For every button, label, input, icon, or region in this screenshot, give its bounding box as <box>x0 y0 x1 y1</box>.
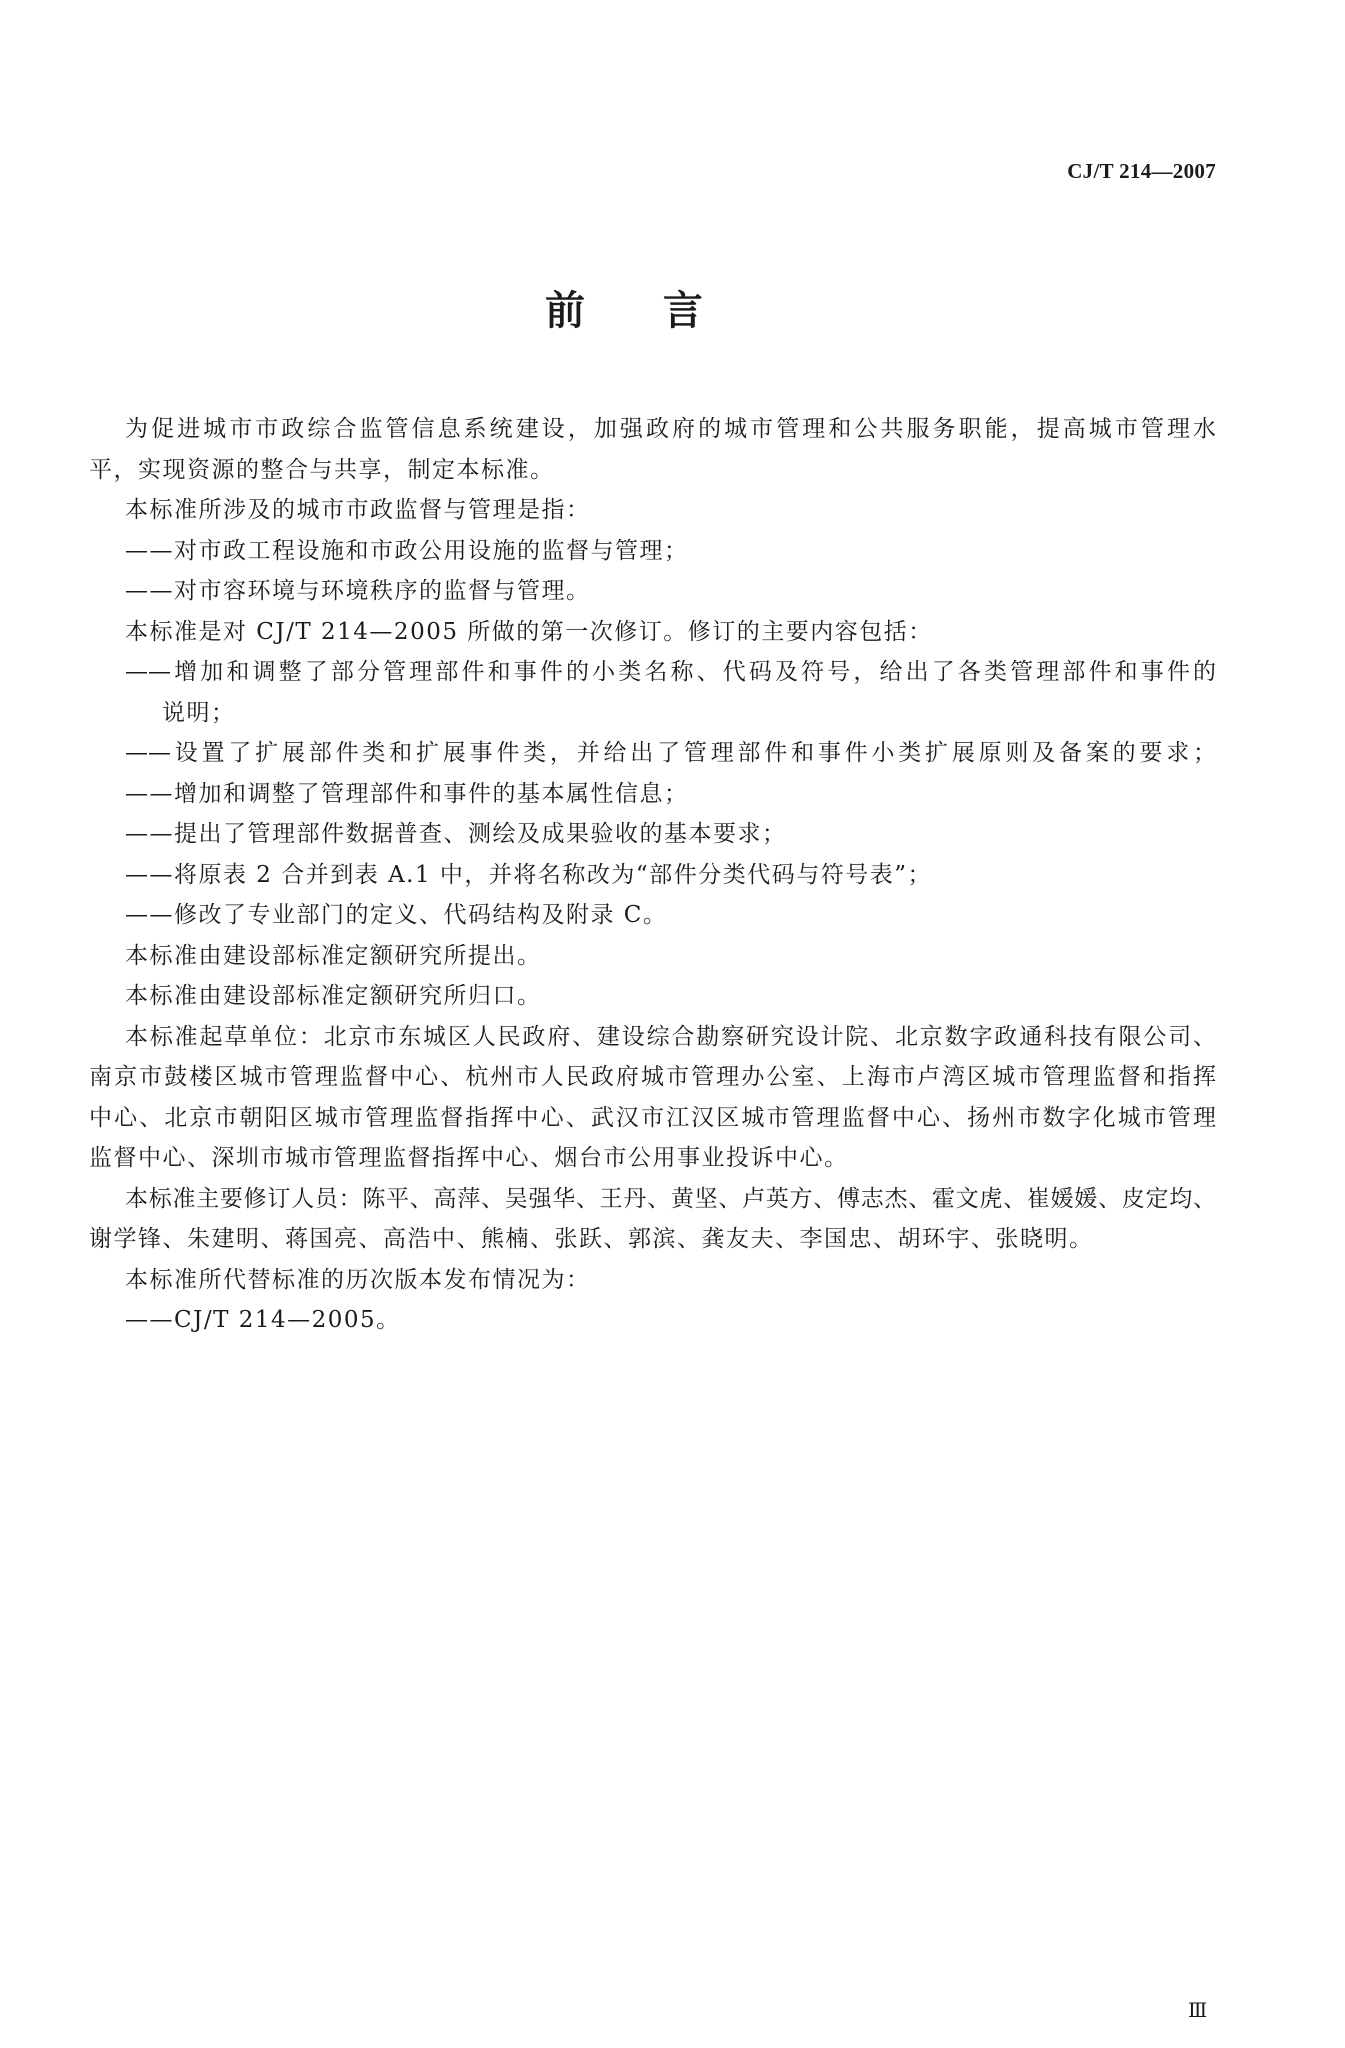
list-item <box>89 774 1216 815</box>
list-item <box>89 895 1216 936</box>
text-line: ——将原表 2 合并到表 A.1 中，并将名称改为“部件分类代码与符号表”； <box>125 861 932 888</box>
page-title: 前 言 <box>545 287 735 334</box>
paragraph-drafting-units <box>89 1017 1216 1179</box>
text-line: 本标准是对 CJ/T 214—2005 所做的第一次修订。修订的主要内容包括： <box>125 618 933 645</box>
text-line: 本标准主要修订人员：陈平、高萍、吴强华、王丹、黄坚、卢英方、傅志杰、霍文虎、崔媛媛、皮定均、 <box>125 1185 1216 1212</box>
paragraph-revisers <box>89 1179 1216 1260</box>
list-item <box>89 652 1216 733</box>
text-line: 监督中心、深圳市城市管理监督指挥中心、烟台市公用事业投诉中心。 <box>89 1145 849 1171</box>
text-line: ——修改了专业部门的定义、代码结构及附录 C。 <box>125 902 668 928</box>
list-item <box>89 814 1216 855</box>
standard-code-header: CJ/T 214—2007 <box>1067 159 1216 183</box>
list-item <box>89 1300 1216 1341</box>
paragraph-revision <box>89 612 1216 653</box>
foreword-body <box>89 409 1216 1341</box>
list-item <box>89 733 1216 774</box>
paragraph-purpose <box>89 409 1216 490</box>
text-line: ——对市政工程设施和市政公用设施的监督与管理； <box>125 537 689 564</box>
text-line: 本标准由建设部标准定额研究所提出。 <box>125 942 542 969</box>
text-line: 中心、北京市朝阳区城市管理监督指挥中心、武汉市江汉区城市管理监督中心、扬州市数字化城市管理 <box>89 1104 1216 1131</box>
text-line: 说明； <box>162 699 236 726</box>
paragraph-administrator <box>89 976 1216 1017</box>
text-line: ——设置了扩展部件类和扩展事件类，并给出了管理部件和事件小类扩展原则及备案的要求； <box>125 740 1216 766</box>
paragraph-history <box>89 1260 1216 1301</box>
text-line: ——增加和调整了部分管理部件和事件的小类名称、代码及符号，给出了各类管理部件和事件的 <box>125 659 1216 685</box>
text-line: 本标准所代替标准的历次版本发布情况为： <box>125 1266 591 1293</box>
paragraph-proposer <box>89 936 1216 977</box>
list-item <box>89 571 1216 612</box>
text-line: 南京市鼓楼区城市管理监督中心、杭州市人民政府城市管理办公室、上海市卢湾区城市管理监督和指挥 <box>89 1064 1216 1090</box>
list-item <box>89 531 1216 572</box>
text-line: 平，实现资源的整合与共享，制定本标准。 <box>89 456 555 483</box>
text-line: 本标准所涉及的城市市政监督与管理是指： <box>125 497 591 523</box>
text-line: 谢学锋、朱建明、蒋国亮、高浩中、熊楠、张跃、郭滨、龚友夫、李国忠、胡环宇、张晓明。 <box>89 1226 1094 1252</box>
text-line: 本标准由建设部标准定额研究所归口。 <box>125 983 542 1009</box>
text-line: ——CJ/T 214—2005。 <box>125 1307 401 1333</box>
text-line: ——对市容环境与环境秩序的监督与管理。 <box>125 578 591 604</box>
text-line: 本标准起草单位：北京市东城区人民政府、建设综合勘察研究设计院、北京数字政通科技有限公司、 <box>125 1023 1216 1050</box>
paragraph-scope <box>89 490 1216 531</box>
text-line: 为促进城市市政综合监管信息系统建设，加强政府的城市管理和公共服务职能，提高城市管理水 <box>125 416 1216 442</box>
text-line: ——提出了管理部件数据普查、测绘及成果验收的基本要求； <box>125 821 787 847</box>
list-item <box>89 855 1216 896</box>
page-number: Ⅲ <box>1188 1998 1208 2022</box>
text-line: ——增加和调整了管理部件和事件的基本属性信息； <box>125 780 689 807</box>
